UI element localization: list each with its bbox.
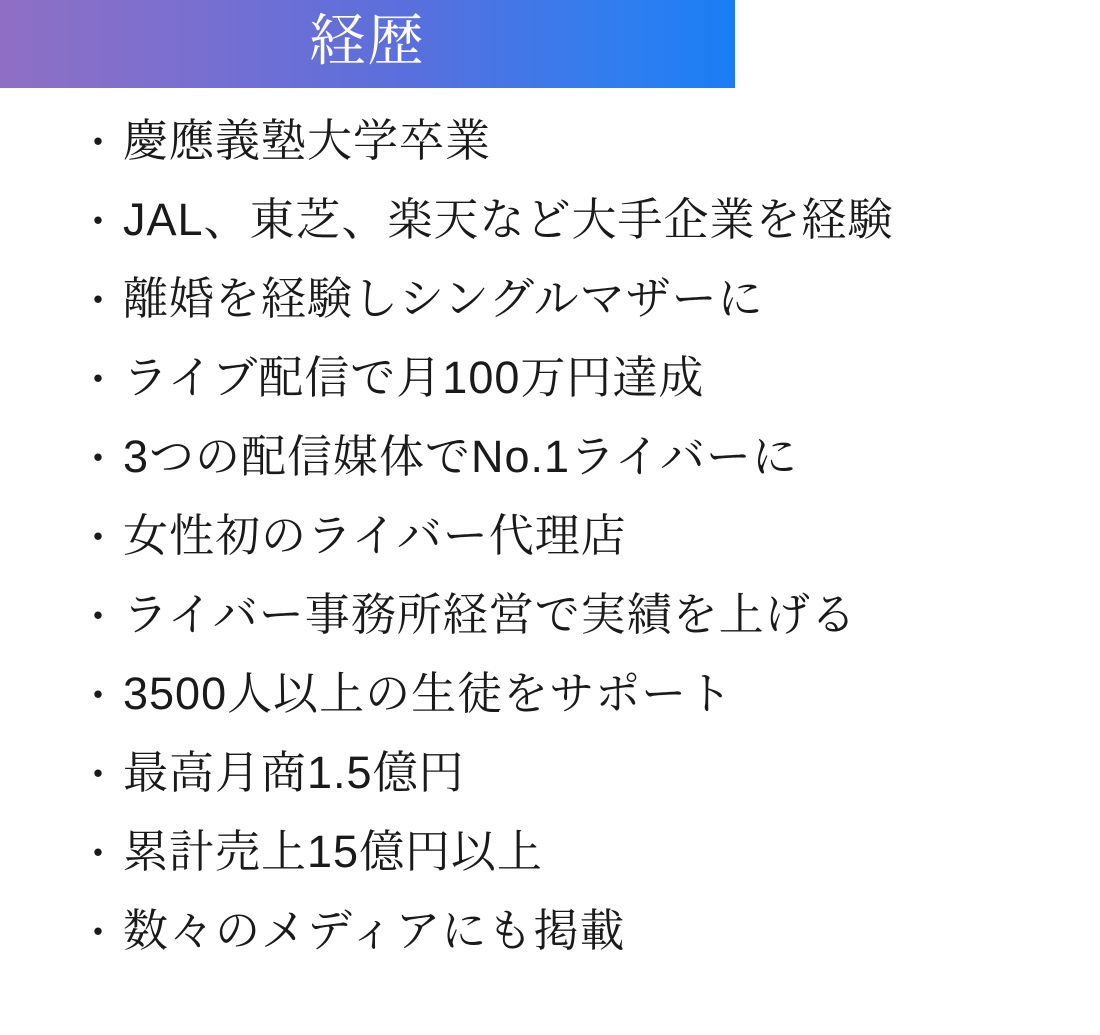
list-item-label: ライブ配信で月100万円達成 [123, 352, 705, 403]
bullet-marker-icon: ・ [78, 753, 119, 797]
list-item [78, 905, 1068, 987]
list-item-label: JAL、東芝、楽天など大手企業を経験 [123, 194, 894, 245]
career-bullet-list [78, 115, 1068, 987]
list-item [78, 273, 1068, 355]
bullet-marker-icon: ・ [78, 516, 119, 560]
bullet-marker-icon: ・ [78, 121, 119, 165]
list-item-label: 3500人以上の生徒をサポート [123, 668, 734, 719]
list-item [78, 431, 1068, 513]
list-item [78, 194, 1068, 276]
list-item-label: 女性初のライバー代理店 [123, 510, 627, 561]
bullet-marker-icon: ・ [78, 911, 119, 955]
list-item [78, 115, 1068, 197]
list-item [78, 589, 1068, 671]
bullet-marker-icon: ・ [78, 674, 119, 718]
list-item-label: 最高月商1.5億円 [123, 747, 465, 798]
bullet-marker-icon: ・ [78, 279, 119, 323]
bullet-marker-icon: ・ [78, 832, 119, 876]
list-item [78, 826, 1068, 908]
list-item-label: 累計売上15億円以上 [123, 826, 544, 877]
list-item-label: 離婚を経験しシングルマザーに [123, 273, 764, 324]
list-item-label: 数々のメディアにも掲載 [123, 905, 626, 956]
list-item-label: 慶應義塾大学卒業 [123, 115, 492, 166]
list-item-label: ライバー事務所経営で実績を上げる [123, 589, 857, 640]
bullet-marker-icon: ・ [78, 437, 119, 481]
list-item [78, 510, 1068, 592]
list-item [78, 747, 1068, 829]
title-band [0, 0, 735, 88]
list-item [78, 668, 1068, 750]
bullet-marker-icon: ・ [78, 358, 119, 402]
page-title: 経歴 [309, 9, 426, 74]
bullet-marker-icon: ・ [78, 200, 119, 244]
bullet-marker-icon: ・ [78, 595, 119, 639]
list-item [78, 352, 1068, 434]
list-item-label: 3つの配信媒体でNo.1ライバーに [123, 431, 798, 482]
